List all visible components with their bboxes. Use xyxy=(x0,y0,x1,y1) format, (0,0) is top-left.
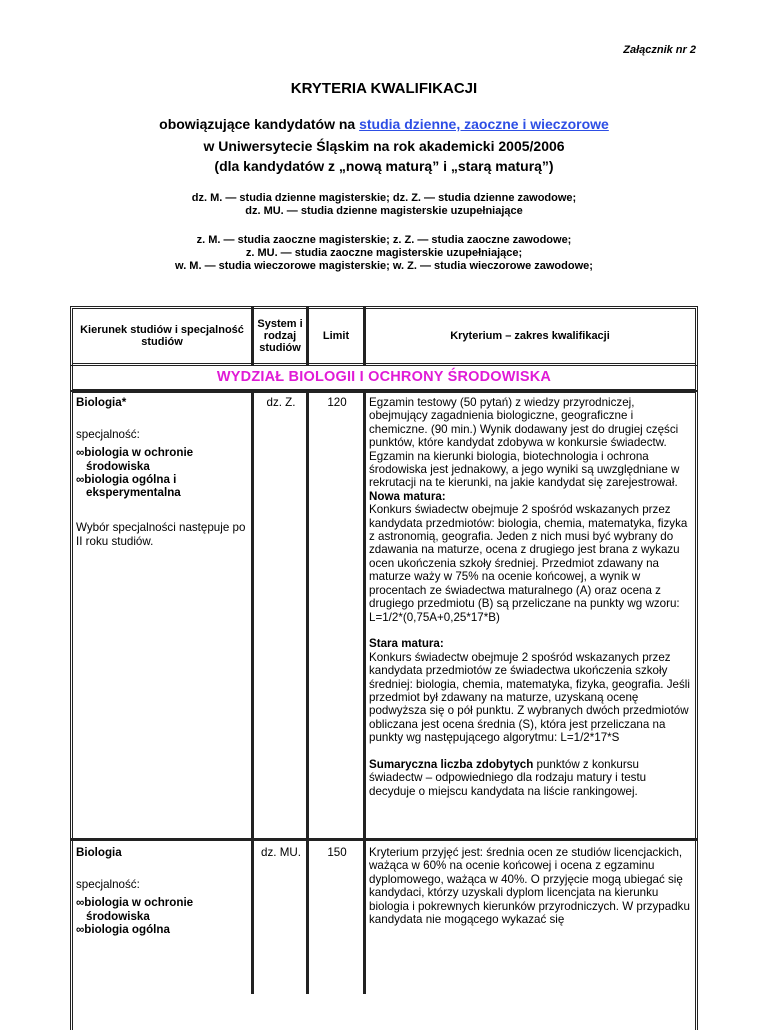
program-name: Biologia* xyxy=(76,396,127,409)
row-divider xyxy=(70,838,698,841)
row-2-limit: 150 xyxy=(327,846,347,859)
new-matura-heading: Nowa matura: xyxy=(369,489,446,503)
specialty-item: ∞biologia ogólna xyxy=(76,923,170,937)
row-2-kryterium: Kryterium przyjęć jest: średnia ocen ze studiów licencjackich, ważąca w 60% na ocenie końcowej i ocena z egzaminu dyplomowego, ważąca w 40%. O przyjęcie mogą ubiegać się kandydaci, którzy uzyskali dyplom licencjata na kierunku biologia i pokrewnych kierunków przyrodniczych. W przypadku kandydata nie mogącego wykazać się xyxy=(369,846,690,927)
subtitle-line-1 xyxy=(0,116,768,132)
specialty-item: ∞biologia w ochronie środowiska xyxy=(76,896,194,923)
legend-line: dz. M. — studia dzienne magisterskie; dz. Z. — studia dzienne zawodowe; xyxy=(191,192,577,204)
header-limit: Limit xyxy=(322,330,350,342)
specialty-note: Wybór specjalności następuje po II roku studiów. xyxy=(76,521,246,548)
faculty-heading: WYDZIAŁ BIOLOGII I OCHRONY ŚRODOWISKA xyxy=(216,369,552,385)
old-matura-text: Konkurs świadectw obejmuje 2 spośród wskazanych przez kandydata przedmiotów ze świadectwa ukończenia szkoły średniej: biologia, chemia, matematyka, fizyka, geografia. Jeśli przedmiot był zdawany na maturze, uzyskaną ocenę podwyższa się o pół punktu. Z wybranych dwóch przedmiotów obliczana jest ocena średnia (S), która jest przeliczana na punkty wg następującego algorytmu: L=1/2*17*S xyxy=(369,650,690,745)
row-1-kryterium xyxy=(369,396,693,798)
row-1-system: dz. Z. xyxy=(266,396,296,409)
row-2-kierunek xyxy=(76,846,248,936)
old-matura-heading: Stara matura: xyxy=(369,637,444,651)
legend-other-studies xyxy=(0,234,768,273)
header-kierunek: Kierunek studiów i specjalność studiów xyxy=(80,324,244,348)
study-modes-link[interactable]: studia dzienne, zaoczne i wieczorowe xyxy=(359,116,609,132)
legend-line: w. M. — studia wieczorowe magisterskie; w. Z. — studia wieczorowe zawodowe; xyxy=(175,260,593,272)
table-header xyxy=(70,306,698,366)
header-kryterium: Kryterium – zakres kwalifikacji xyxy=(450,330,610,342)
legend-day-studies xyxy=(0,192,768,218)
legend-line: dz. MU. — studia dzienne magisterskie uzupełniające xyxy=(245,205,523,217)
column-divider xyxy=(306,390,309,994)
subtitle-line-2: w Uniwersytecie Śląskim na rok akademicki 2005/2006 xyxy=(203,138,565,154)
legend-line: z. MU. — studia zaoczne magisterskie uzupełniające; xyxy=(245,247,523,259)
summary-text: Sumaryczna liczba zdobytych punktów z konkursu świadectw – odpowiedniego dla rodzaju matury i testu decyduje o miejscu kandydata na liście rankingowej. xyxy=(369,757,647,798)
new-matura-text: Konkurs świadectw obejmuje 2 spośród wskazanych przez kandydata przedmiotów: biologia, chemia, matematyka, fizyka z astronomią, geografia. Jeden z nich musi być wybrany do zdawania na maturze, ocena z drugiego jest brana z wykazu ocen ukończenia szkoły średniej. Przedmiot zdawany na maturze waży w 75% na ocenie końcowej, a wynik w procentach ze świadectwa maturalnego (A) oraz ocena z drugiego przedmiotu (B) są przeliczane na punkty wg wzoru: L=1/2*(0,75A+0,25*17*B) xyxy=(369,503,688,624)
specialty-label: specjalność: xyxy=(76,877,140,891)
exam-description: Egzamin testowy (50 pytań) z wiedzy przyrodniczej, obejmujący zagadnienia biologiczne, geograficzne i chemiczne. (90 min.) Wynik dodawany jest do drugiej części punktów, które kandydat zdobywa w konkursie świadectw. Egzamin na kierunki biologia, biotechnologia i ochrona środowiska jest jednakowy, a jego wyniki są uwzględniane w rekrutacji na te kierunki, na jakie kandydat się zarejestrował. xyxy=(369,396,680,490)
row-2-system: dz. MU. xyxy=(261,846,301,859)
specialty-label: specjalność: xyxy=(76,427,140,441)
page-title: KRYTERIA KWALIFIKACJI xyxy=(290,80,478,97)
row-1-kierunek xyxy=(76,396,248,548)
annex-label: Załącznik nr 2 xyxy=(623,44,696,56)
legend-line: z. M. — studia zaoczne magisterskie; z. Z. — studia zaoczne zawodowe; xyxy=(196,234,572,246)
subtitle-prefix: obowiązujące kandydatów na xyxy=(159,116,360,132)
specialty-item: ∞biologia w ochronie środowiska xyxy=(76,446,194,473)
subtitle-line-3: (dla kandydatów z „nową maturą” i „starą maturą”) xyxy=(214,158,554,174)
row-1-limit: 120 xyxy=(327,396,347,409)
column-divider xyxy=(251,390,254,994)
header-system: System i rodzaj studiów xyxy=(257,318,303,354)
program-name: Biologia xyxy=(76,846,122,859)
specialty-item: ∞biologia ogólna i eksperymentalna xyxy=(76,473,181,500)
column-divider xyxy=(363,390,366,994)
